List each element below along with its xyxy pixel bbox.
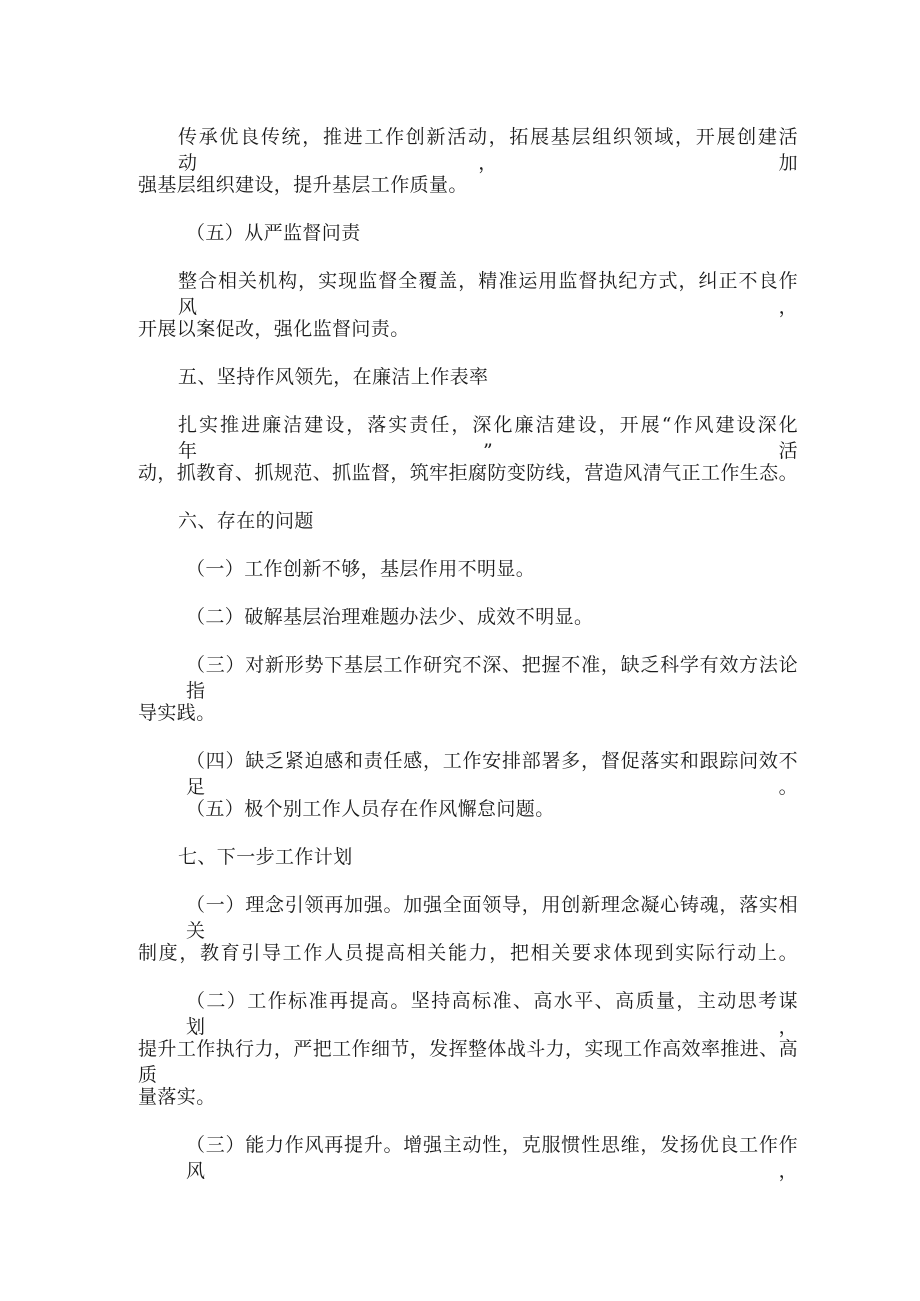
paragraph-line: 扎实推进廉洁建设，落实责任，深化廉洁建设，开展“作风建设深化年”活 <box>178 414 798 462</box>
paragraph-line: 强基层组织建设，提升基层工作质量。 <box>138 174 468 196</box>
paragraph-line: 导实践。 <box>138 702 216 724</box>
list-item: （一）工作创新不够，基层作用不明显。 <box>186 558 536 580</box>
paragraph-line: 整合相关机构，实现监督全覆盖，精准运用监督执纪方式，纠正不良作风， <box>178 270 798 318</box>
paragraph-line: 量落实。 <box>138 1086 216 1108</box>
list-item: （二）破解基层治理难题办法少、成效不明显。 <box>186 606 594 628</box>
list-item: （四）缺乏紧迫感和责任感，工作安排部署多，督促落实和跟踪问效不足。 <box>186 750 798 798</box>
list-item: （五）极个别工作人员存在作风懈怠问题。 <box>186 798 555 820</box>
list-item: （一）理念引领再加强。加强全面领导，用创新理念凝心铸魂，落实相关 <box>186 894 798 942</box>
paragraph-line: 传承优良传统，推进工作创新活动，拓展基层组织领域，开展创建活动，加 <box>178 126 798 174</box>
list-item: （三）能力作风再提升。增强主动性，克服惯性思维，发扬优良工作作风， <box>186 1134 798 1182</box>
section-heading: （五）从严监督问责 <box>186 222 361 244</box>
list-item: （三）对新形势下基层工作研究不深、把握不准，缺乏科学有效方法论指 <box>186 654 798 702</box>
section-heading: 五、坚持作风领先，在廉洁上作表率 <box>178 366 489 388</box>
paragraph-line: 动，抓教育、抓规范、抓监督，筑牢拒腐防变防线，营造风清气正工作生态。 <box>138 462 798 484</box>
paragraph-line: 提升工作执行力，严把工作细节，发挥整体战斗力，实现工作高效率推进、高质 <box>138 1038 798 1086</box>
section-heading: 七、下一步工作计划 <box>178 846 353 868</box>
section-heading: 六、存在的问题 <box>178 510 314 532</box>
paragraph-line: 开展以案促改，强化监督问责。 <box>138 318 410 340</box>
list-item: （二）工作标准再提高。坚持高标准、高水平、高质量，主动思考谋划， <box>186 990 798 1038</box>
paragraph-line: 制度，教育引导工作人员提高相关能力，把相关要求体现到实际行动上。 <box>138 942 798 964</box>
